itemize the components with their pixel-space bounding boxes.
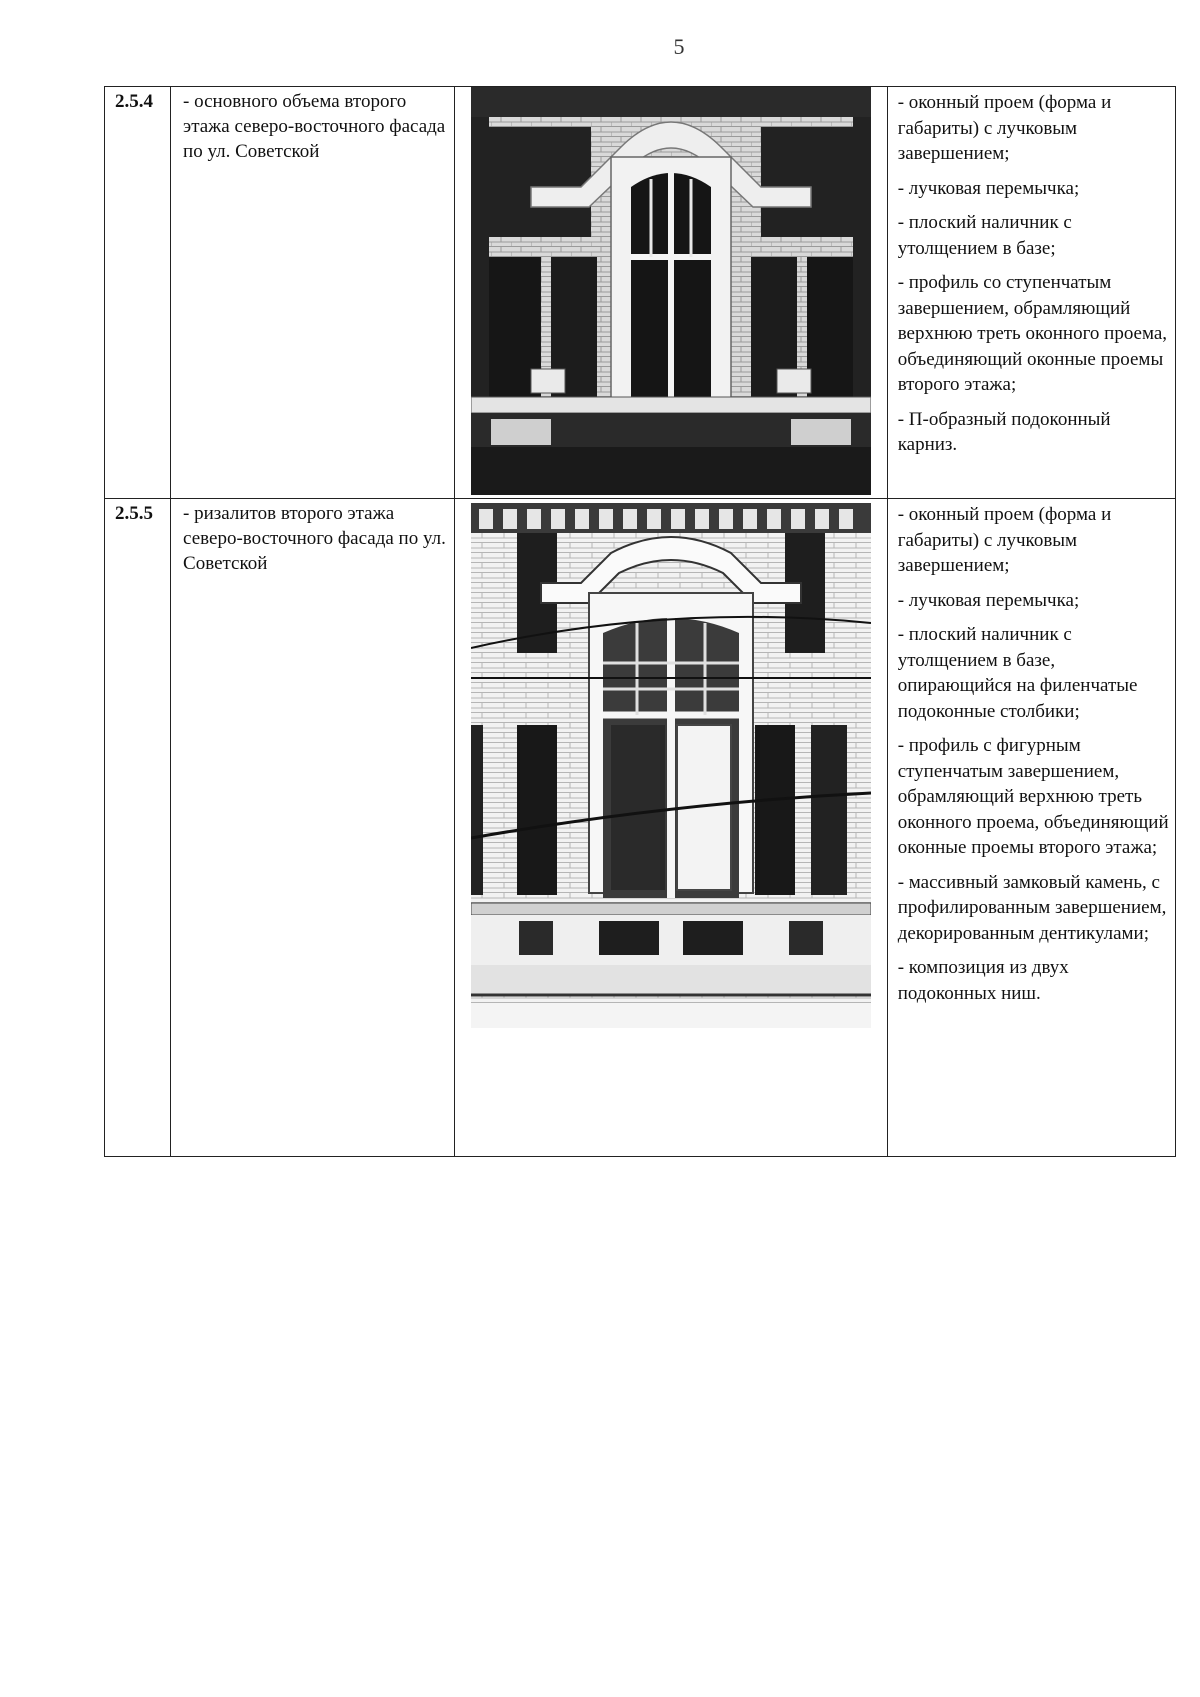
photo-cell [455, 499, 887, 1157]
feature-item: - плоский наличник с утолщением в базе, опирающийся на филенчатые подоконные столбики; [897, 624, 1138, 722]
facade-main-window-photo [471, 87, 871, 495]
feature-item: - композиция из двух подоконных ниш. [897, 957, 1069, 1004]
features-list [888, 87, 1175, 458]
feature-item: - оконный проем (форма и габариты) с лучковым завершением; [897, 504, 1112, 576]
row-number: 2.5.4 [115, 91, 153, 112]
element-name-cell [171, 87, 455, 499]
features-cell [887, 499, 1175, 1157]
page-number: 5 [673, 34, 685, 59]
row-number-cell [105, 499, 171, 1157]
feature-item: - массивный замковый камень, с профилированным завершением, декорированным дентикулами; [897, 871, 1167, 944]
feature-item: - П-образный подоконный карниз. [897, 408, 1111, 455]
element-name-cell [171, 499, 455, 1157]
features-cell [887, 87, 1175, 499]
feature-item: - плоский наличник с утолщением в базе; [897, 212, 1072, 259]
heritage-elements-table [104, 86, 1176, 1157]
photo-cell [455, 87, 887, 499]
feature-item: - лучковая перемычка; [897, 589, 1080, 611]
table-row [105, 499, 1176, 1157]
features-list [888, 499, 1175, 1006]
feature-item: - профиль с фигурным ступенчатым завершением, обрамляющий верхнюю треть оконного проема, объединяющий оконные проемы второго этажа; [897, 735, 1169, 858]
feature-item: - лучковая перемычка; [897, 177, 1080, 199]
row-number: 2.5.5 [115, 503, 153, 524]
feature-item: - профиль со ступенчатым завершением, обрамляющий верхнюю треть оконного проема, объединяющий оконные проемы второго этажа; [897, 272, 1168, 395]
table-row [105, 87, 1176, 499]
feature-item: - оконный проем (форма и габариты) с лучковым завершением; [897, 92, 1112, 164]
row-number-cell [105, 87, 171, 499]
element-name: - ризалитов второго этажа северо-восточного фасада по ул. Советской [183, 503, 446, 574]
facade-risalit-window-photo [471, 503, 871, 1028]
element-name: - основного объема второго этажа северо-восточного фасада по ул. Советской [183, 91, 446, 162]
